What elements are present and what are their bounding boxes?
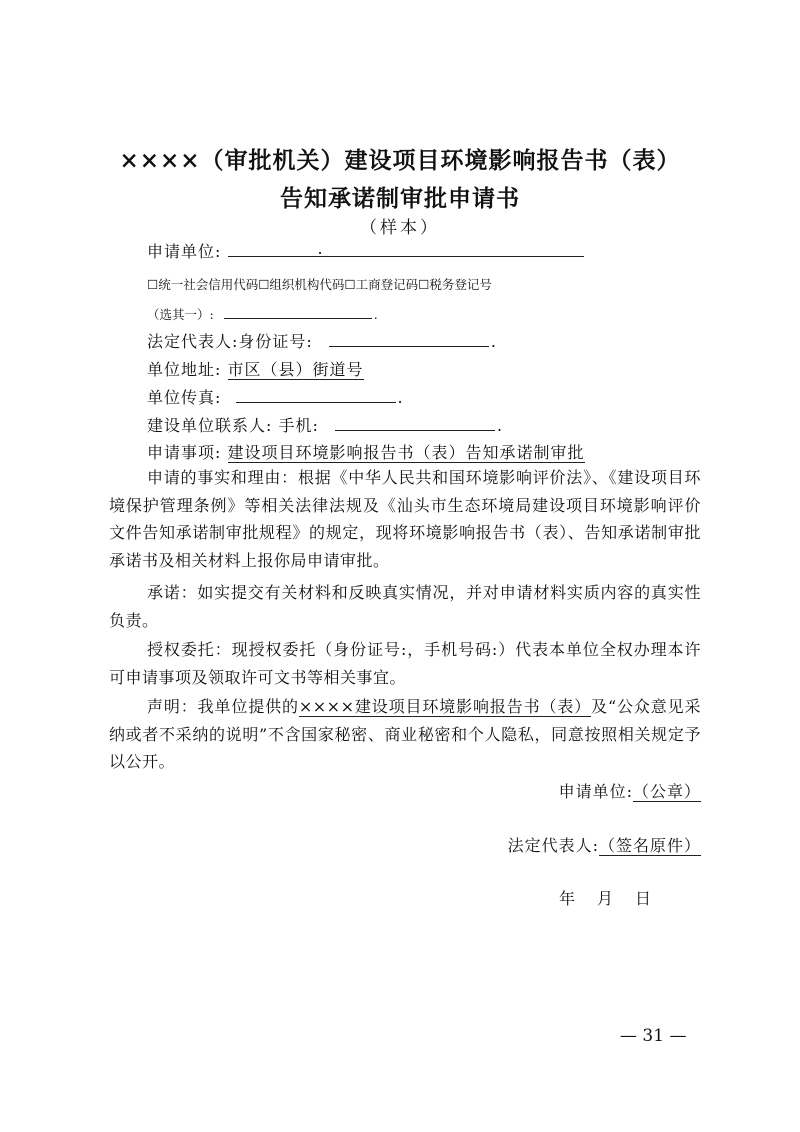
signature-applicant-value: （公章） xyxy=(632,782,701,801)
fax-row xyxy=(147,385,404,408)
signature-legal-rep-value: （签名原件） xyxy=(598,836,701,855)
contact-label: 建设单位联系人: 手机: xyxy=(147,416,319,435)
date-month: 月 xyxy=(597,889,614,908)
date-year: 年 xyxy=(559,889,576,908)
address-label: 单位地址: xyxy=(147,360,222,379)
applicant-dot: . xyxy=(317,239,324,258)
authorization-paragraph: 授权委托：现授权委托（身份证号:，手机号码:）代表本单位全权办理本许可申请事项及领取许可文书等相关事宜。 xyxy=(109,640,701,687)
promise-paragraph: 承诺：如实提交有关材料和反映真实情况，并对申请材料实质内容的真实性负责。 xyxy=(109,583,701,630)
legal-rep-dot: . xyxy=(490,332,497,351)
address-row xyxy=(147,357,364,380)
codes-blank xyxy=(224,302,372,319)
codes-options: ☐统一社会信用代码☐组织机构代码☐工商登记码☐税务登记号 xyxy=(147,277,492,292)
facts-paragraph: 申请的事实和理由：根据《中华人民共和国环境影响评价法》、《建设项目环境保护管理条例》等相关法律法规及《汕头市生态环境局建设项目环境影响评价文件告知承诺制审批规程》的规定，现将环境影响报告书（表）、告知承诺制审批承诺书及相关材料上报你局申请审批。 xyxy=(109,468,701,570)
contact-dot: . xyxy=(496,416,504,435)
matter-label: 申请事项: xyxy=(147,443,222,462)
statement-paragraph xyxy=(109,693,701,776)
date-row xyxy=(559,886,673,909)
page-number: — 31 — xyxy=(620,1026,687,1046)
statement-prefix: 声明：我单位提供的 xyxy=(147,697,299,716)
matter-row xyxy=(147,440,585,463)
applicant-blank xyxy=(228,240,584,257)
legal-rep-label: 法定代表人:身份证号: xyxy=(147,332,313,351)
codes-choose-label: （选其一）: xyxy=(147,307,214,322)
document-title-line2: 告知承诺制审批申请书 xyxy=(280,185,520,212)
address-value: 市区（县）街道号 xyxy=(227,360,364,379)
fax-label: 单位传真: xyxy=(147,388,222,407)
matter-value: 建设项目环境影响报告书（表）告知承诺制审批 xyxy=(227,443,585,462)
signature-legal-rep-label: 法定代表人: xyxy=(507,836,599,855)
contact-row xyxy=(147,413,503,436)
legal-rep-row xyxy=(147,329,497,352)
signature-applicant-row xyxy=(559,779,701,802)
applicant-row xyxy=(147,239,584,262)
statement-underlined: ××××建设项目环境影响报告书（表） xyxy=(298,697,592,716)
legal-rep-blank xyxy=(329,330,489,347)
fax-dot: . xyxy=(397,388,404,407)
signature-legal-rep-row xyxy=(508,833,701,856)
document-subtitle: （样本） xyxy=(360,218,440,238)
codes-dot: . xyxy=(373,307,378,322)
statement-suffix: 及“公众意见采纳或者不采纳的说明”不含国家秘密、商业秘密和个人隐私，同意按照相关规定予以公开。 xyxy=(109,697,701,771)
fax-blank xyxy=(236,386,396,403)
signature-applicant-label: 申请单位: xyxy=(558,782,633,801)
codes-choose-row xyxy=(147,302,378,323)
applicant-label: 申请单位: xyxy=(147,242,222,261)
contact-blank xyxy=(335,414,495,431)
document-title-line1: ××××（审批机关）建设项目环境影响报告书（表） xyxy=(119,147,681,174)
date-day: 日 xyxy=(635,889,652,908)
